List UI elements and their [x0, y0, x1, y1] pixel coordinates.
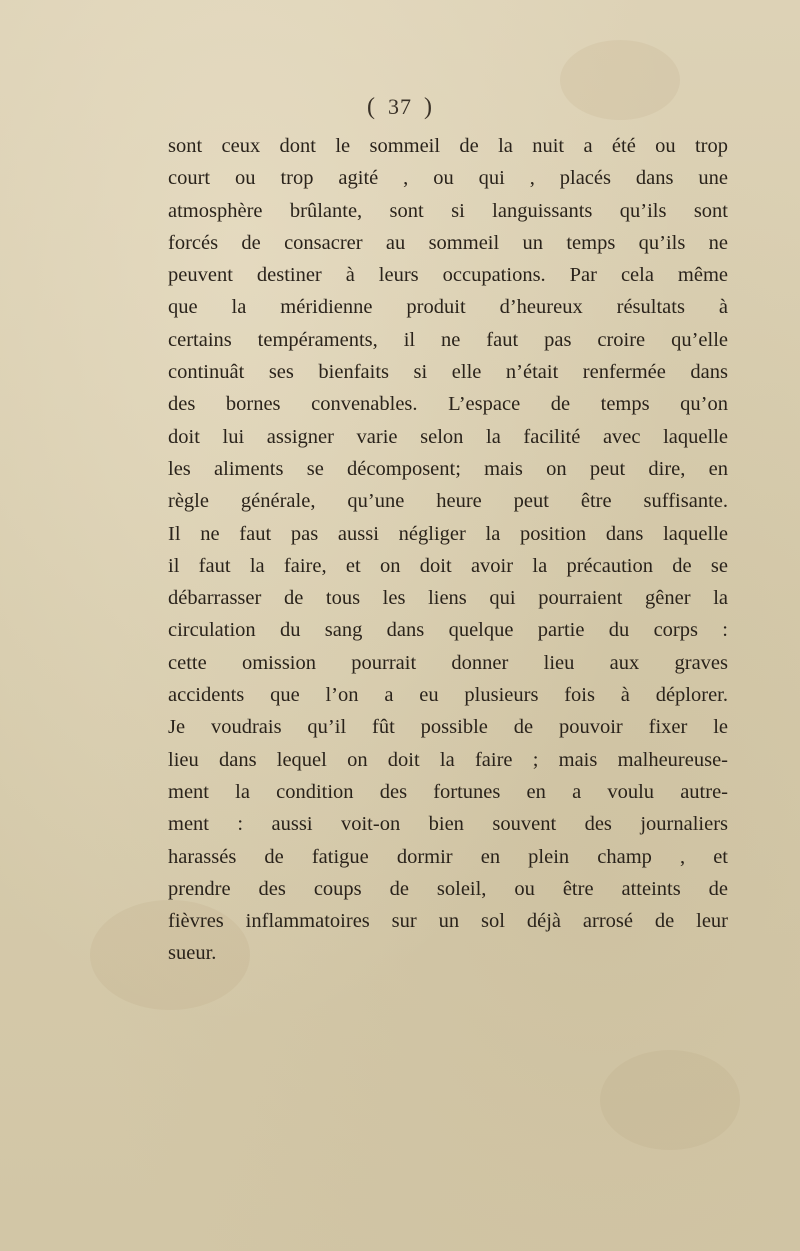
text-line: Je voudrais qu’il fût possible de pouvoir fixer le	[168, 716, 728, 739]
folio-paren-open: (	[367, 94, 376, 120]
text-line: ment : aussi voit-on bien souvent des journaliers	[168, 813, 728, 836]
text-line: Il ne faut pas aussi négliger la position dans laquelle	[168, 522, 728, 545]
text-line: continuât ses bienfaits si elle n’était renfermée dans	[168, 361, 728, 384]
text-line: que la méridienne produit d’heureux résultats à	[168, 296, 728, 319]
text-line: lieu dans lequel on doit la faire ; mais malheureuse-	[168, 748, 728, 771]
text-line: circulation du sang dans quelque partie du corps :	[168, 619, 728, 642]
text-line: sont ceux dont le sommeil de la nuit a été ou trop	[168, 135, 728, 157]
body-paragraph	[168, 130, 728, 970]
text-line: ment la condition des fortunes en a voulu autre-	[168, 780, 728, 803]
text-line: il faut la faire, et on doit avoir la précaution de se	[168, 554, 728, 577]
text-line: règle générale, qu’une heure peut être suffisante.	[168, 490, 728, 513]
text-line: débarrasser de tous les liens qui pourraient gêner la	[168, 587, 728, 610]
text-line: peuvent destiner à leurs occupations. Par cela même	[168, 264, 728, 287]
text-line: forcés de consacrer au sommeil un temps qu’ils ne	[168, 231, 728, 254]
text-line: prendre des coups de soleil, ou être atteints de	[168, 877, 728, 900]
text-line: doit lui assigner varie selon la facilité avec laquelle	[168, 425, 728, 448]
folio-paren-close: )	[424, 94, 433, 120]
folio-number: 37	[388, 94, 412, 119]
text-line: cette omission pourrait donner lieu aux graves	[168, 651, 728, 674]
text-line: les aliments se décomposent; mais on peut dire, en	[168, 457, 728, 480]
text-line: atmosphère brûlante, sont si languissants qu’ils sont	[168, 199, 728, 222]
text-line: accidents que l’on a eu plusieurs fois à déplorer.	[168, 684, 728, 707]
text-line-last: sueur.	[168, 942, 217, 965]
text-line: des bornes convenables. L’espace de temps qu’on	[168, 393, 728, 416]
text-line: certains tempéraments, il ne faut pas croire qu’elle	[168, 328, 728, 351]
text-line: harassés de fatigue dormir en plein champ , et	[168, 845, 728, 868]
page-number	[0, 94, 800, 121]
paper-stain	[600, 1050, 740, 1150]
text-line: court ou trop agité , ou qui , placés dans une	[168, 167, 728, 190]
text-line: fièvres inflammatoires sur un sol déjà arrosé de leur	[168, 910, 728, 933]
